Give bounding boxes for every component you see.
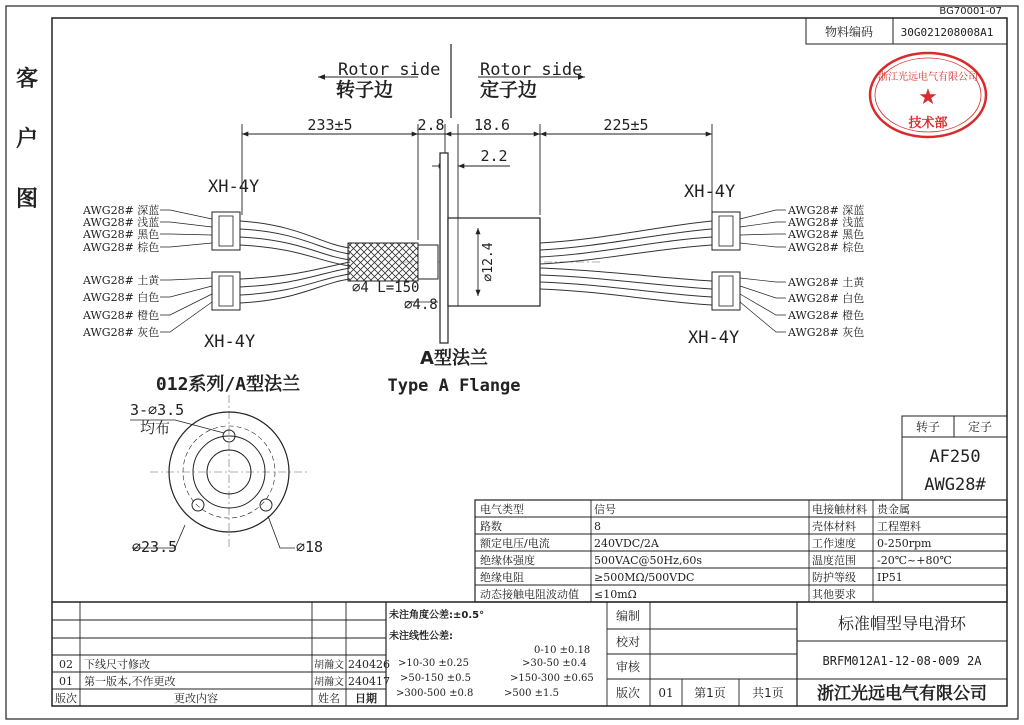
page-rev-label: 版次 [615,686,641,700]
rev-header-name: 姓名 [318,692,340,705]
stator-cn: 定子边 [480,79,538,101]
tol-5: >150-300 ±0.65 [510,673,594,684]
wire-label-l4: AWG28# 棕色 [83,241,160,254]
wire-label-l7: AWG28# 橙色 [83,309,160,322]
dim-body-diameter: ⌀12.4 [481,242,496,282]
product-model: BRFM012A1-12-08-009 2A [822,654,982,668]
wire-label-r2: AWG28# 浅蓝 [788,216,865,229]
cable-sleeve [348,243,418,281]
rev-header-date: 日期 [355,692,377,705]
spec-r3c2: 温度范围 [812,554,856,567]
tol-3: >30-50 ±0.4 [522,658,587,669]
wire-label-l8: AWG28# 灰色 [83,326,160,339]
rev-header-no: 版次 [55,692,77,705]
material-code-box [806,18,1007,44]
dim-flange-thickness: 2.8 [417,116,445,134]
connector-label-lb: XH-4Y [204,332,256,352]
flange-holes-note: 均布 [140,419,171,437]
stamp-star-icon: ★ [918,85,938,110]
connector-left-top [212,212,240,250]
wire-label-r1: AWG28# 深蓝 [788,204,865,217]
spec-r1c1: 8 [594,520,601,533]
tolerance-block [389,608,594,699]
tol-angle: 未注角度公差:±0.5° [389,610,485,621]
rotor-stator-box [902,416,1007,500]
company-name: 浙江光远电气有限公司 [817,684,987,704]
wire-label-l3: AWG28# 黑色 [83,228,160,241]
rotor-stator-line1: AF250 [929,447,981,467]
spec-r2c2: 工作速度 [812,537,856,550]
rev-1-name: 胡瀚文 [314,660,344,671]
revision-table [55,657,390,705]
tol-6: >300-500 ±0.8 [396,688,474,699]
wire-labels-left [82,203,160,339]
shaft [418,245,438,279]
material-label: 物料编码 [824,25,874,39]
stamp-dept: 技术部 [908,116,948,131]
wire-labels-right [787,203,865,339]
spec-r5c2: 其他要求 [812,588,856,601]
spec-table [475,500,1007,602]
dim-step: 2.2 [480,147,508,165]
page-rev: 01 [658,686,674,700]
spec-r2c0: 额定电压/电流 [480,537,550,550]
rev-1-no: 02 [59,658,73,671]
tol-linear: 未注线性公差: [389,631,453,642]
flange-holes: 3-⌀3.5 [130,401,185,419]
spec-r3c0: 绝缘体强度 [480,554,535,567]
wire-label-r8: AWG28# 灰色 [788,326,865,339]
flange [440,153,448,343]
tol-4: >50-150 ±0.5 [400,673,472,684]
outer-border [6,6,1018,719]
spec-r5c0: 动态接触电阻波动值 [480,588,579,601]
spec-r3c3: -20℃~+80℃ [877,554,952,567]
spec-r4c0: 绝缘电阻 [480,571,524,584]
connector-right-top [712,212,740,250]
spec-r5c1: ≤10mΩ [594,588,637,601]
wire-label-r6: AWG28# 白色 [788,292,865,305]
wire-label-l2: AWG28# 浅蓝 [83,216,160,229]
page-number: 第1页 [694,686,726,700]
side-title-1: 客 [15,67,39,92]
rotor-cn: 转子边 [336,79,394,101]
page-total: 共1页 [752,686,784,700]
spec-r4c1: ≥500MΩ/500VDC [594,571,695,584]
company-stamp [870,53,986,137]
sheet-code: BG70001-07 [939,6,1002,17]
inner-border [52,18,1007,706]
side-title-3: 图 [15,187,39,212]
tol-7: >500 ±1.5 [504,688,559,699]
connector-right-bottom [712,272,740,310]
dim-left-length: 233±5 [307,116,353,134]
spec-r1c3: 工程塑料 [877,520,921,533]
rev-1-date: 240426 [348,658,390,671]
wire-label-r4: AWG28# 棕色 [788,241,865,254]
wire-label-r7: AWG28# 橙色 [788,309,865,322]
spec-r4c2: 防护等级 [812,571,856,584]
spec-r0c1: 信号 [594,503,616,516]
rev-2-no: 01 [59,675,73,688]
side-title-2: 户 [15,127,39,152]
spec-r1c2: 壳体材料 [812,520,856,533]
rev-1-content: 下线尺寸修改 [84,658,150,671]
wire-label-r3: AWG28# 黑色 [788,228,865,241]
approval-check: 校对 [615,635,641,649]
flange-outer-dia: ⌀23.5 [132,538,178,556]
connector-label-lt: XH-4Y [208,177,260,197]
spec-r0c0: 电气类型 [480,503,524,516]
rev-2-content: 第一版本,不作更改 [84,675,176,688]
stamp-company: 浙江光远电气有限公司 [878,72,978,83]
flange-inner-dia: ⌀18 [296,538,324,556]
dim-sleeve: ⌀4 L=150 [352,280,420,296]
spec-r2c3: 0-250rpm [877,537,932,550]
material-value: 30G021208008A1 [900,26,994,39]
rotor-en: Rotor side [338,60,441,80]
spec-r3c1: 500VAC@50Hz,60s [594,554,703,567]
flange-title-en: Type A Flange [387,376,521,396]
connector-label-rb: XH-4Y [688,328,740,348]
spec-r2c1: 240VDC/2A [594,537,659,550]
spec-r0c3: 贵金属 [877,503,910,516]
connector-left-bottom [212,272,240,310]
approval-review: 审核 [615,660,641,674]
series-title: 012系列/A型法兰 [155,374,301,395]
dim-right-length: 225±5 [603,116,649,134]
wire-label-l6: AWG28# 白色 [83,291,160,304]
tol-2: >10-30 ±0.25 [398,658,470,669]
rev-2-name: 胡瀚文 [314,677,344,688]
wire-label-r5: AWG28# 土黄 [788,276,865,289]
rotor-stator-line2: AWG28# [924,475,986,495]
approval-make: 编制 [615,609,641,623]
spec-r0c2: 电接触材料 [812,503,867,516]
product-name: 标准帽型导电滑环 [837,614,967,633]
rev-header-content: 更改内容 [174,692,218,705]
wire-label-l5: AWG28# 土黄 [83,274,160,287]
connector-label-rt: XH-4Y [684,182,736,202]
spec-r1c0: 路数 [480,520,502,533]
rotor-header: 转子 [915,420,941,434]
stator-en: Rotor side [480,60,583,80]
stator-header: 定子 [967,420,993,434]
spec-r4c3: IP51 [877,571,903,584]
side-title [16,66,38,212]
rev-2-date: 240417 [348,675,390,688]
dim-body-length: 18.6 [473,116,511,134]
flange-title-cn: A型法兰 [420,348,488,369]
wire-label-l1: AWG28# 深蓝 [83,204,160,217]
tol-1: 0-10 ±0.18 [534,645,591,656]
dim-shaft: ⌀4.8 [404,297,438,313]
